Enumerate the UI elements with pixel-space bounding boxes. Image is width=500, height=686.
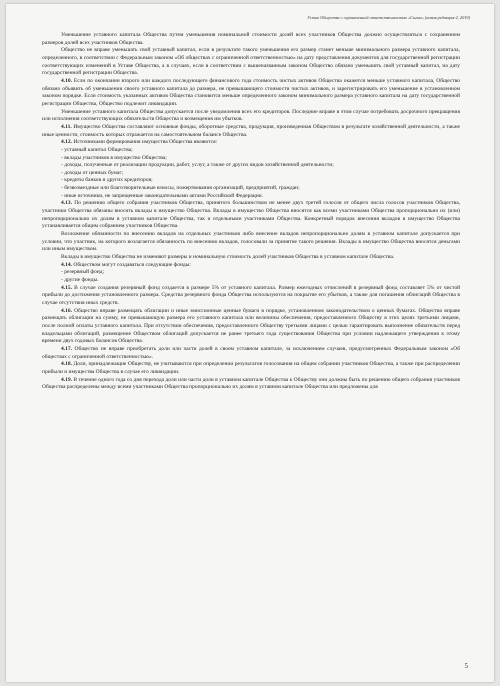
paragraph xyxy=(42,139,460,147)
list-item xyxy=(42,269,460,277)
paragraph xyxy=(42,254,460,262)
paragraph-text: В течение одного года со дня перехода доли или части доли в уставном капитале Общества к Обществу они должны быть по решению общего собрания участников Общества распределены между всеми участниками Общества пропорционально их долям в уставном капитале Общества или предложены для xyxy=(42,376,460,391)
document-page xyxy=(6,4,494,682)
paragraph-text: - иные источники, не запрещенные законодательными актами Российской Федерации. xyxy=(61,192,263,199)
paragraph-text: Обществом могут создаваться следующие фонды: xyxy=(73,261,191,268)
paragraph-text: Общество не вправе уменьшать свой уставный капитал, если в результате такого уменьшения его размер станет меньше минимального размера уставного капитала, определенного, в соответствии с Федеральным законом «Об обществах с ограниченной ответственностью» на дату представления документов для государственной регистрации соответствующих изменений в Уставе Общества, а в случаях, если в соответствии с вышеназванным законом Общество обязано уменьшить свой уставный капитал, на дату государственной регистрации Общества. xyxy=(42,47,460,77)
paragraph xyxy=(42,285,460,308)
clause-number: 4.15. xyxy=(61,284,72,291)
paragraph-text: Уменьшение уставного капитала Общества допускается после уведомления всех его кредиторов. Последние вправе в этом случае потребовать досрочного прекращения или исполнения соответствующих обязательств Общества и возмещения им убытков. xyxy=(42,108,460,123)
paragraph xyxy=(42,346,460,361)
list-item xyxy=(42,185,460,193)
paragraph xyxy=(42,47,460,78)
paragraph xyxy=(42,32,460,47)
document-body xyxy=(42,32,460,392)
page-header: Устав Общества с ограниченной ответственностью «Сигма» (новая редакция-2, 2019) xyxy=(307,15,470,20)
paragraph-text: - другие фонды. xyxy=(61,277,99,283)
clause-number: 4.13. xyxy=(61,200,72,207)
paragraph xyxy=(42,124,460,139)
list-item xyxy=(42,155,460,163)
paragraph-text: По решению общего собрания участников Общества, принятого большинством не менее двух третей голосов от общего числа голосов участников Общества, участники Общества обязаны вносить вклады в имущество Общества. Вклады в имущество Общества вносятся как всеми участниками Общества пропорционально их (или) непропорционально их долям в уставном капитале Общества, так и отдельными участниками Общества. Конкретный порядок внесения вкладов в имущество Общества устанавливается общим собранием участников Общества. xyxy=(42,200,461,230)
clause-number: 4.16. xyxy=(61,307,72,314)
paragraph-text: Общество не вправе приобретать доли или части долей в своем уставном капитале, за исключением случаев, предусмотренных Федеральным законом «Об обществах с ограниченной ответственностью». xyxy=(42,345,460,360)
paragraph-text: - резервный фонд; xyxy=(61,269,104,276)
paragraph xyxy=(42,109,460,124)
list-item xyxy=(42,162,460,170)
paragraph-text: Доли, принадлежащие Обществу, не учитываются при определении результатов голосования на общем собрании участников Общества, а также при распределении прибыли и имущества Общества в случае его ликвидации. xyxy=(42,361,461,375)
clause-number: 4.14. xyxy=(61,261,72,268)
paragraph xyxy=(42,262,460,270)
paragraph xyxy=(42,308,460,346)
page-number: 5 xyxy=(464,662,468,670)
paragraph xyxy=(42,200,460,231)
paragraph-text: - вклады участников в имущество Общества; xyxy=(61,154,167,161)
paragraph-text: Общество вправе размещать облигации и иные эмиссионные ценные бумаги в порядке, установленном законодательством о ценных бумагах. Общество вправе размещать облигации на сумму, не превышающую размера его уставного капитала или величины обеспечения, предоставленного Обществу в этих целях третьими лицами, после полной оплаты уставного капитала. При отсутствии обеспечения, предоставленного Обществу третьими лицами с целью гарантировать выполнение обязательств перед владельцами облигаций, размещение Обществом облигаций допускается не ранее третьего года существования Общества при условии надлежащего утверждения к этому времени двух годовых балансов Общества. xyxy=(42,307,461,345)
paragraph-text: - доходы от ценных бумаг; xyxy=(61,169,124,176)
paragraph xyxy=(42,231,460,254)
paragraph xyxy=(42,377,460,392)
clause-number: 4.11. xyxy=(61,123,72,130)
paragraph-text: Вклады в имущество Общества не изменяют размеры и номинальную стоимость долей участников Общества в уставном капитале Общества. xyxy=(61,254,395,261)
clause-number: 4.19. xyxy=(61,376,72,383)
clause-number: 4.12. xyxy=(61,139,72,146)
list-item xyxy=(42,177,460,185)
clause-number: 4.10. xyxy=(61,77,72,84)
paragraph-text: Если по окончании второго или каждого последующего финансового года стоимость чистых активов Общества окажется меньше уставного капитала, Общество обязано объявить об уменьшении своего уставного капитала до размера, не превышающего стоимости чистых активов, и зарегистрировать его уменьшение в установленном законом порядке. Если стоимость указанных активов Общества становится меньше определенного законом минимального размера уставного капитала на дату государственной регистрации Общества, Общество подлежит ликвидации. xyxy=(42,77,460,107)
paragraph-text: Имущество Общества составляют основные фонды, оборотные средства, продукция, произведенная Обществом в результате хозяйственной деятельности, а также иные ценности, стоимость которых отражается на самостоятельном балансе Общества. xyxy=(42,123,460,138)
list-item xyxy=(42,147,460,155)
paragraph xyxy=(42,361,460,376)
paragraph-text: Возложение обязанности по внесению вкладов на отдельных участников либо внесение вкладов непропорционально долям в уставном капитале допускается при условии, что участник, на которого возлагается обязанность по внесению вкладов, голосовали за принятие такого решения. Вклады в имущество Общества вносятся деньгами или иным имуществом. xyxy=(42,231,460,253)
paragraph-text: Уменьшение уставного капитала Общества путем уменьшения номинальной стоимости долей всех участников Общества должно осуществляться с сохранением размеров долей всех участников Общества. xyxy=(42,32,460,46)
paragraph-text: - уставный капитал Общества; xyxy=(61,146,133,153)
paragraph-text: - кредиты банков и других кредиторов; xyxy=(61,177,153,184)
paragraph-text: В случае создания резервный фонд создается в размере 5% от уставного капитала. Размер ежегодных отчислений в резервный фонд составляет 5% от чистой прибыли до достижения установленного размера. Средства резервного фонда Общества используются на покрытие его убытков, а также для погашения облигаций Общества в случае отсутствия иных средств. xyxy=(42,284,461,306)
clause-number: 4.18. xyxy=(61,361,72,368)
paragraph xyxy=(42,78,460,109)
paragraph-text: - доходы, полученные от реализации продукции, работ, услуг, а также от других видов хозяйственной деятельности; xyxy=(61,162,334,169)
clause-number: 4.17. xyxy=(61,345,72,352)
list-item xyxy=(42,277,460,285)
paragraph-text: - безвозмездные или благотворительные взносы, пожертвования организаций, предприятий, граждан; xyxy=(61,185,300,192)
paragraph-text: Источниками формирования имущества Общества являются: xyxy=(73,139,218,146)
